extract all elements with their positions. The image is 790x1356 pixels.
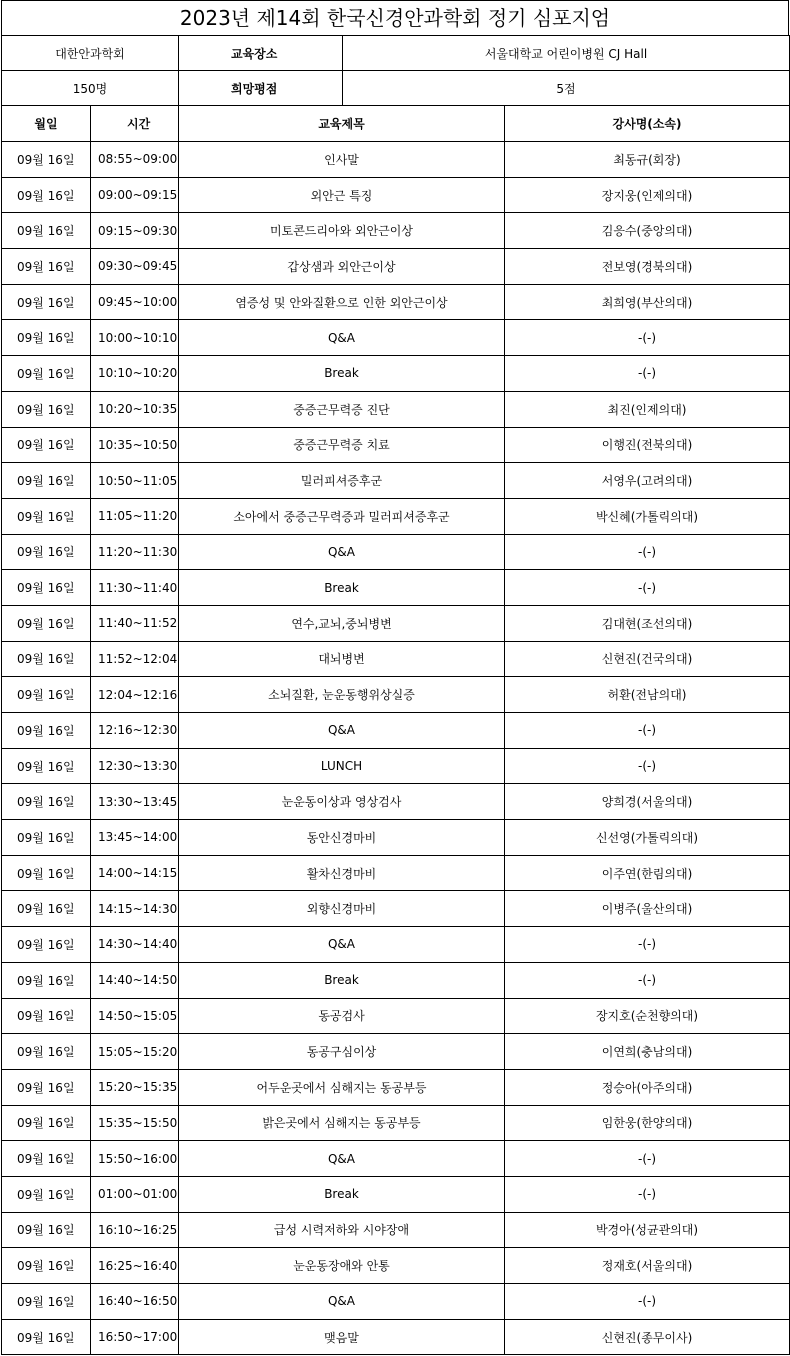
row-time: 13:30~13:45 <box>91 784 179 820</box>
row-topic: Break <box>179 962 505 998</box>
row-time: 10:50~11:05 <box>91 463 179 499</box>
row-lecturer: 정재호(서울의대) <box>505 1248 790 1284</box>
table-row <box>2 1212 790 1248</box>
row-topic: Q&A <box>179 320 505 356</box>
row-date: 09월 16일 <box>2 534 91 570</box>
row-date: 09월 16일 <box>2 356 91 392</box>
table-row <box>2 463 790 499</box>
rating-label: 희망평점 <box>179 71 343 106</box>
table-row <box>2 641 790 677</box>
row-time: 12:30~13:30 <box>91 748 179 784</box>
table-row <box>2 177 790 213</box>
row-date: 09월 16일 <box>2 177 91 213</box>
row-lecturer: 박경아(성균관의대) <box>505 1212 790 1248</box>
row-date: 09월 16일 <box>2 605 91 641</box>
schedule-rows <box>2 142 790 1355</box>
row-topic: 밝은곳에서 심해지는 동공부등 <box>179 1105 505 1141</box>
row-topic: 눈운동이상과 영상검사 <box>179 784 505 820</box>
row-topic: 동안신경마비 <box>179 820 505 856</box>
row-date: 09월 16일 <box>2 1141 91 1177</box>
table-row <box>2 962 790 998</box>
row-date: 09월 16일 <box>2 463 91 499</box>
row-topic: Break <box>179 356 505 392</box>
row-time: 15:50~16:00 <box>91 1141 179 1177</box>
table-row <box>2 391 790 427</box>
table-row <box>2 1319 790 1355</box>
row-lecturer: 박신혜(가톨릭의대) <box>505 498 790 534</box>
row-lecturer: -(-) <box>505 1141 790 1177</box>
row-time: 11:40~11:52 <box>91 605 179 641</box>
row-topic: 외향신경마비 <box>179 891 505 927</box>
table-row <box>2 820 790 856</box>
table-row <box>2 1034 790 1070</box>
row-date: 09월 16일 <box>2 998 91 1034</box>
row-time: 12:04~12:16 <box>91 677 179 713</box>
row-date: 09월 16일 <box>2 820 91 856</box>
row-lecturer: 김응수(중앙의대) <box>505 213 790 249</box>
header-date: 월일 <box>2 106 91 142</box>
row-date: 09월 16일 <box>2 855 91 891</box>
table-row <box>2 1141 790 1177</box>
row-topic: 밀러피셔증후군 <box>179 463 505 499</box>
table-row <box>2 855 790 891</box>
table-row <box>2 677 790 713</box>
row-topic: 중증근무력증 치료 <box>179 427 505 463</box>
row-lecturer: 신선영(가톨릭의대) <box>505 820 790 856</box>
row-date: 09월 16일 <box>2 213 91 249</box>
table-row <box>2 356 790 392</box>
row-date: 09월 16일 <box>2 570 91 606</box>
row-date: 09월 16일 <box>2 1034 91 1070</box>
row-lecturer: 신현진(종무이사) <box>505 1319 790 1355</box>
row-date: 09월 16일 <box>2 1319 91 1355</box>
venue-value: 서울대학교 어린이병원 CJ Hall <box>343 36 790 71</box>
row-date: 09월 16일 <box>2 284 91 320</box>
row-lecturer: 이병주(울산의대) <box>505 891 790 927</box>
row-date: 09월 16일 <box>2 927 91 963</box>
table-row <box>2 927 790 963</box>
row-time: 09:00~09:15 <box>91 177 179 213</box>
row-date: 09월 16일 <box>2 142 91 178</box>
row-topic: Break <box>179 570 505 606</box>
row-lecturer: 장지호(순천향의대) <box>505 998 790 1034</box>
row-time: 16:50~17:00 <box>91 1319 179 1355</box>
table-row <box>2 784 790 820</box>
row-topic: 동공검사 <box>179 998 505 1034</box>
table-row <box>2 998 790 1034</box>
row-date: 09월 16일 <box>2 320 91 356</box>
row-lecturer: 서영우(고려의대) <box>505 463 790 499</box>
table-row <box>2 713 790 749</box>
row-lecturer: 최희영(부산의대) <box>505 284 790 320</box>
row-time: 14:30~14:40 <box>91 927 179 963</box>
row-time: 14:00~14:15 <box>91 855 179 891</box>
row-lecturer: 이주연(한림의대) <box>505 855 790 891</box>
row-lecturer: -(-) <box>505 1176 790 1212</box>
row-time: 10:00~10:10 <box>91 320 179 356</box>
table-row <box>2 1248 790 1284</box>
row-topic: Q&A <box>179 927 505 963</box>
row-lecturer: 이행진(전북의대) <box>505 427 790 463</box>
row-date: 09월 16일 <box>2 713 91 749</box>
row-time: 16:40~16:50 <box>91 1284 179 1320</box>
row-topic: 소뇌질환, 눈운동행위상실증 <box>179 677 505 713</box>
row-lecturer: 이연희(충남의대) <box>505 1034 790 1070</box>
row-topic: 중증근무력증 진단 <box>179 391 505 427</box>
row-lecturer: 최진(인제의대) <box>505 391 790 427</box>
row-date: 09월 16일 <box>2 1069 91 1105</box>
row-lecturer: -(-) <box>505 748 790 784</box>
row-lecturer: -(-) <box>505 1284 790 1320</box>
row-time: 10:20~10:35 <box>91 391 179 427</box>
row-topic: 활차신경마비 <box>179 855 505 891</box>
table-row <box>2 1069 790 1105</box>
row-time: 15:35~15:50 <box>91 1105 179 1141</box>
row-topic: 어두운곳에서 심해지는 동공부등 <box>179 1069 505 1105</box>
rating-value: 5점 <box>343 71 790 106</box>
row-topic: 눈운동장애와 안통 <box>179 1248 505 1284</box>
row-date: 09월 16일 <box>2 784 91 820</box>
row-time: 11:05~11:20 <box>91 498 179 534</box>
info-row-rating <box>2 71 790 106</box>
row-date: 09월 16일 <box>2 1176 91 1212</box>
row-date: 09월 16일 <box>2 391 91 427</box>
row-topic: 외안근 특징 <box>179 177 505 213</box>
row-date: 09월 16일 <box>2 427 91 463</box>
row-lecturer: 전보영(경북의대) <box>505 249 790 285</box>
row-time: 11:20~11:30 <box>91 534 179 570</box>
row-date: 09월 16일 <box>2 1212 91 1248</box>
row-lecturer: -(-) <box>505 534 790 570</box>
row-topic: 맺음말 <box>179 1319 505 1355</box>
table-row <box>2 249 790 285</box>
row-lecturer: -(-) <box>505 320 790 356</box>
table-row <box>2 142 790 178</box>
row-topic: Break <box>179 1176 505 1212</box>
table-row <box>2 1105 790 1141</box>
page-title: 2023년 제14회 한국신경안과학회 정기 심포지엄 <box>1 0 789 35</box>
row-time: 09:45~10:00 <box>91 284 179 320</box>
venue-label: 교육장소 <box>179 36 343 71</box>
row-lecturer: -(-) <box>505 927 790 963</box>
row-topic: 소아에서 중증근무력증과 밀러피셔증후군 <box>179 498 505 534</box>
row-date: 09월 16일 <box>2 891 91 927</box>
table-row <box>2 498 790 534</box>
row-date: 09월 16일 <box>2 1284 91 1320</box>
row-date: 09월 16일 <box>2 962 91 998</box>
row-date: 09월 16일 <box>2 1248 91 1284</box>
row-time: 12:16~12:30 <box>91 713 179 749</box>
organizer-cell: 대한안과학회 <box>2 36 179 71</box>
row-topic: 갑상샘과 외안근이상 <box>179 249 505 285</box>
row-lecturer: 양희경(서울의대) <box>505 784 790 820</box>
row-date: 09월 16일 <box>2 641 91 677</box>
row-lecturer: 허환(전남의대) <box>505 677 790 713</box>
row-lecturer: -(-) <box>505 356 790 392</box>
row-time: 09:15~09:30 <box>91 213 179 249</box>
row-time: 11:52~12:04 <box>91 641 179 677</box>
schedule-table <box>1 35 790 1355</box>
header-time: 시간 <box>91 106 179 142</box>
table-header-row <box>2 106 790 142</box>
capacity-cell: 150명 <box>2 71 179 106</box>
row-time: 14:50~15:05 <box>91 998 179 1034</box>
header-lecturer: 강사명(소속) <box>505 106 790 142</box>
row-date: 09월 16일 <box>2 677 91 713</box>
table-row <box>2 570 790 606</box>
table-row <box>2 1176 790 1212</box>
row-date: 09월 16일 <box>2 748 91 784</box>
row-lecturer: 장지웅(인제의대) <box>505 177 790 213</box>
row-topic: Q&A <box>179 534 505 570</box>
table-row <box>2 284 790 320</box>
row-lecturer: 최동규(회장) <box>505 142 790 178</box>
header-topic: 교육제목 <box>179 106 505 142</box>
row-topic: Q&A <box>179 1284 505 1320</box>
row-topic: 급성 시력저하와 시야장애 <box>179 1212 505 1248</box>
row-topic: 동공구심이상 <box>179 1034 505 1070</box>
row-lecturer: 정승아(아주의대) <box>505 1069 790 1105</box>
row-date: 09월 16일 <box>2 1105 91 1141</box>
row-time: 10:35~10:50 <box>91 427 179 463</box>
row-time: 16:10~16:25 <box>91 1212 179 1248</box>
row-lecturer: -(-) <box>505 713 790 749</box>
row-date: 09월 16일 <box>2 249 91 285</box>
row-time: 16:25~16:40 <box>91 1248 179 1284</box>
table-row <box>2 605 790 641</box>
table-row <box>2 891 790 927</box>
row-topic: LUNCH <box>179 748 505 784</box>
row-topic: 미토콘드리아와 외안근이상 <box>179 213 505 249</box>
row-topic: 연수,교뇌,중뇌병변 <box>179 605 505 641</box>
row-lecturer: 김대현(조선의대) <box>505 605 790 641</box>
row-time: 11:30~11:40 <box>91 570 179 606</box>
row-time: 08:55~09:00 <box>91 142 179 178</box>
table-row <box>2 534 790 570</box>
row-time: 14:15~14:30 <box>91 891 179 927</box>
table-row <box>2 320 790 356</box>
row-lecturer: -(-) <box>505 962 790 998</box>
table-row <box>2 748 790 784</box>
row-date: 09월 16일 <box>2 498 91 534</box>
row-lecturer: 신현진(건국의대) <box>505 641 790 677</box>
row-lecturer: -(-) <box>505 570 790 606</box>
table-row <box>2 427 790 463</box>
row-time: 01:00~01:00 <box>91 1176 179 1212</box>
row-topic: 대뇌병변 <box>179 641 505 677</box>
row-time: 14:40~14:50 <box>91 962 179 998</box>
row-lecturer: 임한웅(한양의대) <box>505 1105 790 1141</box>
row-time: 15:20~15:35 <box>91 1069 179 1105</box>
row-time: 13:45~14:00 <box>91 820 179 856</box>
row-topic: Q&A <box>179 713 505 749</box>
table-row <box>2 213 790 249</box>
info-row-venue <box>2 36 790 71</box>
row-topic: Q&A <box>179 1141 505 1177</box>
row-time: 15:05~15:20 <box>91 1034 179 1070</box>
row-time: 10:10~10:20 <box>91 356 179 392</box>
row-time: 09:30~09:45 <box>91 249 179 285</box>
row-topic: 인사말 <box>179 142 505 178</box>
row-topic: 염증성 및 안와질환으로 인한 외안근이상 <box>179 284 505 320</box>
table-row <box>2 1284 790 1320</box>
